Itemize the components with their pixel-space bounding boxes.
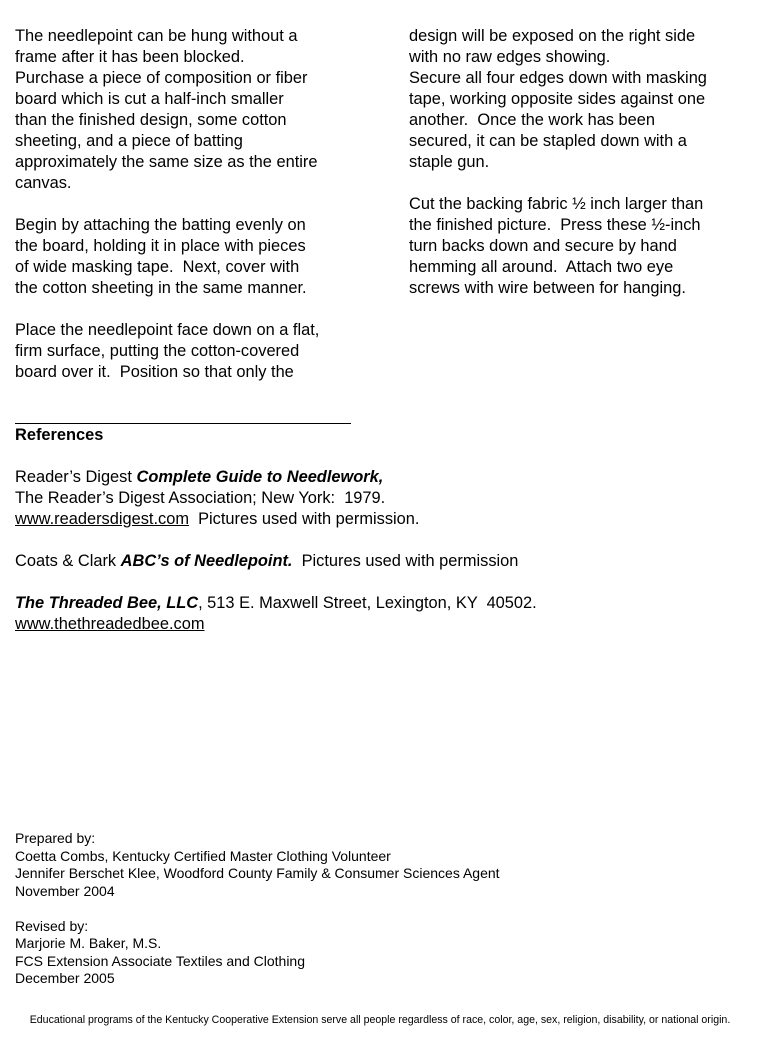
reference-note: Pictures used with permission. [189,510,420,528]
credit-date: November 2004 [15,882,115,899]
text-line: The needlepoint can be hung without a [15,27,298,45]
credit-line: Jennifer Berschet Klee, Woodford County Family & Consumer Sciences Agent [15,865,500,881]
reference-item [15,593,745,635]
text-line: staple gun. [409,153,490,171]
text-line: board over it. Position so that only the [15,363,294,381]
text-line: Begin by attaching the batting evenly on [15,216,306,234]
credit-line: FCS Extension Associate Textiles and Clothing [15,952,306,969]
reference-title: The Threaded Bee, LLC [15,594,199,612]
text-line: sheeting, and a piece of batting [15,132,243,150]
threadedbee-link[interactable]: www.thethreadedbee.com [15,615,205,633]
references-section [15,425,745,635]
revised-label: Revised by: [15,917,89,934]
reference-title: ABC’s of Needlepoint. [120,552,293,570]
text-line: firm surface, putting the cotton-covered [15,342,300,360]
reference-note: Pictures used with permission [292,552,519,570]
prepared-label: Prepared by: [15,830,96,846]
text-line: Secure all four edges down with masking [409,69,707,87]
credits-section [15,830,500,988]
paragraph [15,26,367,194]
left-column [15,26,367,383]
text-line: frame after it has been blocked. [15,48,245,66]
reference-item [15,467,745,530]
credit-line: Marjorie M. Baker, M.S. [15,935,162,951]
text-line: design will be exposed on the right side [409,27,696,45]
credit-date: December 2005 [15,970,115,986]
text-line: screws with wire between for hanging. [409,279,686,297]
reference-publisher: The Reader’s Digest Association; New York: 1979. [15,489,386,507]
paragraph [15,320,367,383]
text-line: the board, holding it in place with pieces [15,237,306,255]
paragraph [409,194,749,299]
text-line: board which is cut a half-inch smaller [15,90,284,108]
text-line: secured, it can be stapled down with a [409,132,687,150]
text-line: another. Once the work has been [409,111,656,129]
text-line: Cut the backing fabric ½ inch larger than [409,195,704,213]
text-line: turn backs down and secure by hand [409,237,677,255]
readersdigest-link[interactable]: www.readersdigest.com [15,510,189,528]
text-line: tape, working opposite sides against one [409,90,706,108]
reference-author: Coats & Clark [15,552,121,570]
text-line: canvas. [15,174,72,192]
reference-address: , 513 E. Maxwell Street, Lexington, KY 40502. [198,594,537,612]
credit-line: Coetta Combs, Kentucky Certified Master Clothing Volunteer [15,847,391,864]
text-line: the finished picture. Press these ½-inch [409,216,701,234]
text-line: of wide masking tape. Next, cover with [15,258,300,276]
text-line: the cotton sheeting in the same manner. [15,279,307,297]
text-line: hemming all around. Attach two eye [409,258,674,276]
right-column [409,26,749,299]
references-heading: References [15,426,104,444]
reference-title: Complete Guide to Needlework, [136,468,384,486]
text-line: Purchase a piece of composition or fiber [15,69,308,87]
reference-author: Reader’s Digest [15,468,137,486]
footer-disclaimer: Educational programs of the Kentucky Cooperative Extension serve all people regardless of race, color, age, sex, religion, disability, or national origin. [29,1014,731,1026]
paragraph [15,215,367,299]
text-line: with no raw edges showing. [409,48,611,66]
text-line: approximately the same size as the entire [15,153,318,171]
text-line: Place the needlepoint face down on a flat, [15,321,320,339]
section-divider [15,423,351,424]
paragraph [409,26,749,173]
reference-item [15,551,745,572]
text-line: than the finished design, some cotton [15,111,287,129]
